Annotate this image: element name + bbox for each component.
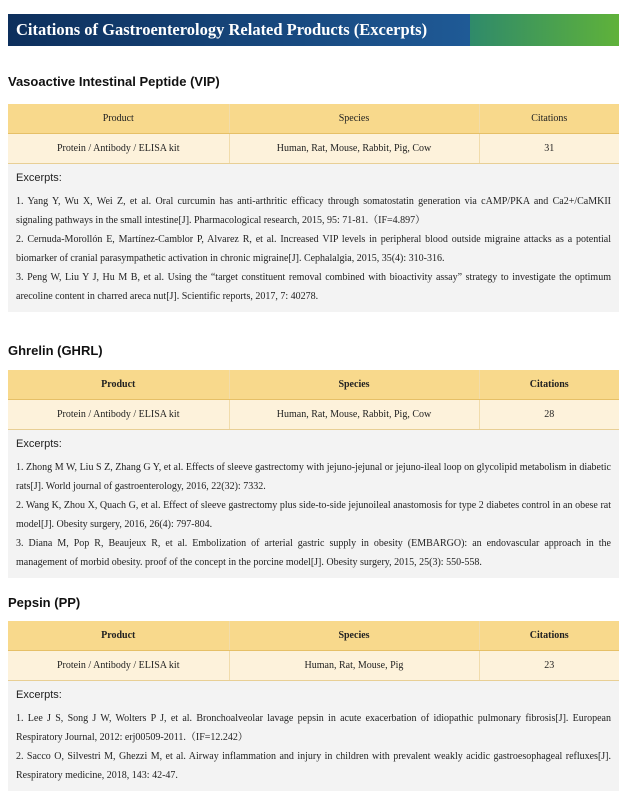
cell-citations: 31 <box>479 134 619 164</box>
banner-accent <box>470 14 619 46</box>
cell-product: Protein / Antibody / ELISA kit <box>8 134 229 164</box>
cell-species: Human, Rat, Mouse, Rabbit, Pig, Cow <box>229 134 479 164</box>
section-title: Vasoactive Intestinal Peptide (VIP) <box>8 74 220 89</box>
excerpt-item: 2. Cernuda-Morollón E, Martínez-Camblor P, Alvarez R, et al. Increased VIP levels in peripheral blood outside migraine attacks as a potential biomarker of cranial parasympathetic activation in chronic migraine[J]. Cephalalgia, 2015, 35(4): 310-316. <box>16 234 611 264</box>
table-row <box>8 400 619 430</box>
col-header-species: Species <box>229 104 479 134</box>
page-title-banner <box>8 14 470 46</box>
excerpts-block <box>8 164 619 312</box>
excerpts-label: Excerpts: <box>16 438 62 450</box>
col-header-citations: Citations <box>479 370 619 400</box>
section-title: Pepsin (PP) <box>8 595 81 610</box>
table-header-row <box>8 370 619 400</box>
excerpt-item: 2. Wang K, Zhou X, Quach G, et al. Effect of sleeve gastrectomy plus side-to-side jejunoileal anastomosis for type 2 diabetes control in an obese rat model[J]. Obesity surgery, 2016, 26(4): 797-804. <box>16 500 611 530</box>
col-header-product: Product <box>8 621 229 651</box>
col-header-citations: Citations <box>479 104 619 134</box>
excerpts-block <box>8 430 619 578</box>
col-header-product: Product <box>8 104 229 134</box>
col-header-species: Species <box>229 370 479 400</box>
cell-citations: 28 <box>479 400 619 430</box>
excerpts-label: Excerpts: <box>16 689 62 701</box>
product-table <box>8 104 619 164</box>
cell-product: Protein / Antibody / ELISA kit <box>8 651 229 681</box>
cell-species: Human, Rat, Mouse, Rabbit, Pig, Cow <box>229 400 479 430</box>
product-table <box>8 370 619 430</box>
excerpt-item: 3. Diana M, Pop R, Beaujeux R, et al. Embolization of arterial gastric supply in obesity (EMBARGO): an endovascular approach in the management of morbid obesity. proof of the concept in the porcine model[J]. Obesity surgery, 2015, 25(3): 550-558. <box>16 538 611 568</box>
col-header-species: Species <box>229 621 479 651</box>
section-pepsin <box>8 593 619 791</box>
excerpt-item: 1. Lee J S, Song J W, Wolters P J, et al. Bronchoalveolar lavage pepsin in acute exacerbation of idiopathic pulmonary fibrosis[J]. European Respiratory Journal, 2012: erj00509-2011.（IF=12.242） <box>16 713 611 743</box>
table-row <box>8 134 619 164</box>
table-header-row <box>8 621 619 651</box>
page-title: Citations of Gastroenterology Related Products (Excerpts) <box>16 20 428 39</box>
table-header-row <box>8 104 619 134</box>
excerpt-item: 3. Peng W, Liu Y J, Hu M B, et al. Using the “target constituent removal combined with bioactivity assay” strategy to investigate the optimum arecoline content in charred areca nut[J]. Scientific reports, 2017, 7: 40278. <box>16 272 611 302</box>
section-ghrelin <box>8 341 619 578</box>
excerpts-block <box>8 681 619 791</box>
excerpt-item: 2. Sacco O, Silvestri M, Ghezzi M, et al. Airway inflammation and injury in children with prevalent weakly acidic gastroesophageal refluxes[J]. Respiratory medicine, 2018, 143: 42-47. <box>16 751 611 781</box>
cell-citations: 23 <box>479 651 619 681</box>
cell-product: Protein / Antibody / ELISA kit <box>8 400 229 430</box>
excerpt-item: 1. Yang Y, Wu X, Wei Z, et al. Oral curcumin has anti-arthritic efficacy through somatostatin generation via cAMP/PKA and Ca2+/CaMKII signaling pathways in the small intestine[J]. Pharmacological research, 2015, 95: 71-81.（IF=4.897） <box>16 196 611 226</box>
product-table <box>8 621 619 681</box>
table-row <box>8 651 619 681</box>
section-vip <box>8 72 619 312</box>
cell-species: Human, Rat, Mouse, Pig <box>229 651 479 681</box>
excerpt-item: 1. Zhong M W, Liu S Z, Zhang G Y, et al. Effects of sleeve gastrectomy with jejuno-jejunal or jejuno-ileal loop on glycolipid metabolism in diabetic rats[J]. World journal of gastroenterology, 2016, 22(32): 7332. <box>16 462 611 492</box>
section-title: Ghrelin (GHRL) <box>8 343 103 358</box>
excerpts-label: Excerpts: <box>16 172 62 184</box>
col-header-citations: Citations <box>479 621 619 651</box>
col-header-product: Product <box>8 370 229 400</box>
